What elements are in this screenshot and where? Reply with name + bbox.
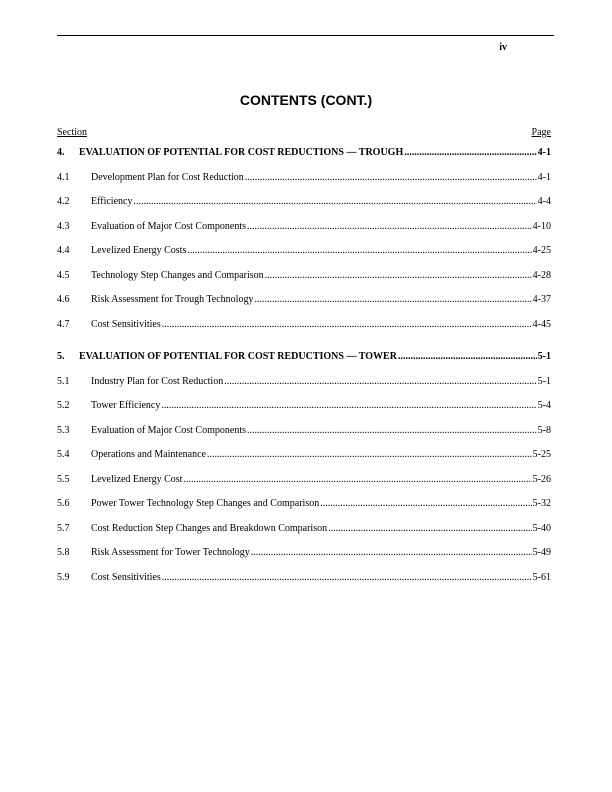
toc-entry-5-2[interactable] [57,399,551,424]
section-page: 5-49 [532,547,551,558]
toc-entry-5-8[interactable] [57,546,551,571]
dot-leader [162,318,532,332]
section-page: 4-28 [532,269,551,281]
header-rule [57,35,554,36]
page-column-header: Page [531,127,551,138]
section-number: 5.7 [57,522,70,534]
dot-leader [133,195,536,209]
dot-leader [398,350,537,364]
dot-leader [404,146,536,160]
section-title: Evaluation of Major Cost Components [91,424,246,436]
dot-leader [254,293,531,307]
dot-leader [247,220,532,234]
page-number: iv [499,42,507,53]
section-title: Evaluation of Major Cost Components [91,220,246,232]
section-title: Risk Assessment for Trough Technology [91,294,254,305]
section-title: Levelized Energy Cost [91,473,183,485]
section-page: 4-4 [537,196,551,207]
section-number: 5.8 [57,547,70,558]
section-title: Operations and Maintenance [91,449,206,460]
section-page: 4-1 [537,171,551,183]
section-title: Efficiency [91,196,133,207]
section-page: 5-26 [532,473,551,485]
section-number: 4.6 [57,294,70,305]
toc-entry-4-4[interactable] [57,244,551,269]
section-page: 5-32 [532,498,551,509]
section-page: 5-8 [537,424,551,436]
chapter-page: 4-1 [537,147,551,158]
dot-leader [320,497,531,511]
section-number: 5.3 [57,424,70,436]
section-title: Cost Reduction Step Changes and Breakdown Comparison [91,522,328,534]
toc-entry-5-4[interactable] [57,448,551,473]
chapter-page: 5-1 [537,351,551,362]
section-page: 5-25 [532,449,551,460]
page-title: CONTENTS (CONT.) [239,92,373,108]
toc-entry-4-3[interactable] [57,220,551,245]
section-number: 5.4 [57,449,70,460]
chapter-title: EVALUATION OF POTENTIAL FOR COST REDUCTIONS — TROUGH [79,147,404,158]
chapter-number: 4. [57,147,65,158]
section-number: 4.3 [57,220,70,232]
section-page: 4-10 [532,220,551,232]
section-number: 5.1 [57,375,70,387]
dot-leader [207,448,532,462]
section-number: 5.2 [57,400,70,411]
section-title: Cost Sensitivities [91,571,161,583]
section-title: Industry Plan for Cost Reduction [91,375,224,387]
section-page: 5-40 [532,522,551,534]
dot-leader [161,399,536,413]
toc-entry-4-1[interactable] [57,171,551,196]
toc-entry-4-7[interactable] [57,318,551,343]
toc-entry-4-6[interactable] [57,293,551,318]
toc-entry-5-5[interactable] [57,473,551,498]
toc-entry-5-1[interactable] [57,375,551,400]
toc-chapter-4[interactable] [57,146,551,171]
table-of-contents [57,146,551,595]
dot-leader [265,269,532,283]
section-number: 4.5 [57,269,70,281]
dot-leader [247,424,537,438]
section-page: 4-37 [532,294,551,305]
chapter-title: EVALUATION OF POTENTIAL FOR COST REDUCTIONS — TOWER [79,351,397,362]
section-page: 4-25 [532,245,551,256]
section-number: 4.1 [57,171,70,183]
section-title: Cost Sensitivities [91,318,161,330]
dot-leader [251,546,532,560]
dot-leader [183,473,531,487]
section-number: 5.9 [57,571,70,583]
dot-leader [328,522,532,536]
section-number: 5.6 [57,498,70,509]
dot-leader [245,171,537,185]
toc-entry-4-2[interactable] [57,195,551,220]
toc-entry-5-6[interactable] [57,497,551,522]
section-number: 4.2 [57,196,70,207]
chapter-spacer [57,342,551,350]
section-title: Levelized Energy Costs [91,245,187,256]
section-page: 4-45 [532,318,551,330]
section-number: 5.5 [57,473,70,485]
dot-leader [162,571,532,585]
section-page: 5-4 [537,400,551,411]
section-number: 4.4 [57,245,70,256]
section-title: Development Plan for Cost Reduction [91,171,244,183]
section-title: Risk Assessment for Tower Technology [91,547,250,558]
chapter-number: 5. [57,351,65,362]
section-page: 5-61 [532,571,551,583]
toc-entry-5-7[interactable] [57,522,551,547]
dot-leader [224,375,536,389]
toc-entry-5-9[interactable] [57,571,551,596]
section-title: Technology Step Changes and Comparison [91,269,264,281]
section-column-header: Section [57,127,87,138]
section-number: 4.7 [57,318,70,330]
section-title: Tower Efficiency [91,400,161,411]
section-page: 5-1 [537,375,551,387]
section-title: Power Tower Technology Step Changes and Comparison [91,498,320,509]
toc-chapter-5[interactable] [57,350,551,375]
toc-entry-5-3[interactable] [57,424,551,449]
dot-leader [187,244,531,258]
toc-entry-4-5[interactable] [57,269,551,294]
